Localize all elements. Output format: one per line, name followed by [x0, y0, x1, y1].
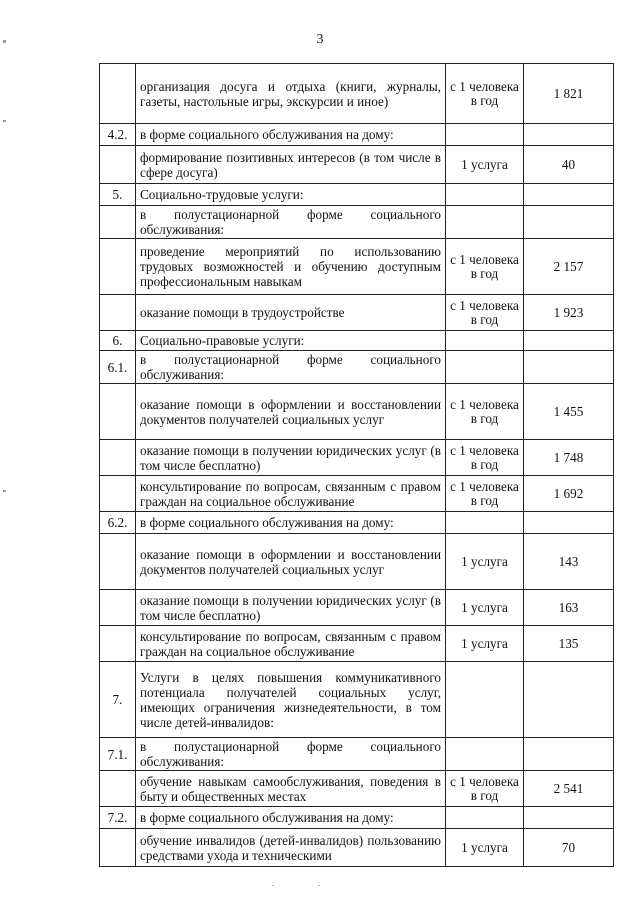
unit-cell: [446, 206, 524, 239]
unit-cell: с 1 человека в год: [446, 239, 524, 295]
service-description-cell: проведение мероприятий по использованию трудовых возможностей и обучению доступным профессиональным навыкам: [136, 239, 446, 295]
table-row: [100, 206, 614, 239]
service-description-cell: оказание помощи в трудоустройстве: [136, 295, 446, 331]
services-tariff-table: [99, 63, 614, 867]
tariff-value-cell: 1 748: [524, 440, 614, 476]
row-number-cell: 6.1.: [100, 351, 136, 384]
row-number-cell: [100, 829, 136, 867]
row-number-cell: 4.2.: [100, 124, 136, 146]
service-description-cell: обучение инвалидов (детей-инвалидов) пользованию средствами ухода и техническими: [136, 829, 446, 867]
table-row: [100, 124, 614, 146]
unit-cell: [446, 738, 524, 771]
row-number-cell: [100, 146, 136, 184]
unit-cell: с 1 человека в год: [446, 771, 524, 807]
tariff-value-cell: [524, 206, 614, 239]
row-number-cell: [100, 440, 136, 476]
row-number-cell: 6.2.: [100, 512, 136, 534]
tariff-value-cell: 1 692: [524, 476, 614, 512]
table-row: [100, 771, 614, 807]
service-description-cell: в полустационарной форме социального обслуживания:: [136, 206, 446, 239]
unit-cell: 1 услуга: [446, 829, 524, 867]
unit-cell: [446, 184, 524, 206]
row-number-cell: [100, 534, 136, 590]
scan-edge-mark: [3, 120, 6, 122]
table-row: [100, 295, 614, 331]
scan-edge-mark: [3, 40, 6, 43]
row-number-cell: [100, 64, 136, 124]
row-number-cell: [100, 771, 136, 807]
row-number-cell: 6.: [100, 331, 136, 351]
tariff-value-cell: [524, 351, 614, 384]
unit-cell: [446, 331, 524, 351]
row-number-cell: 7.: [100, 662, 136, 738]
service-description-cell: консультирование по вопросам, связанным с правом граждан на социальное обслуживание: [136, 476, 446, 512]
unit-cell: с 1 человека в год: [446, 440, 524, 476]
table-row: [100, 829, 614, 867]
service-description-cell: формирование позитивных интересов (в том числе в сфере досуга): [136, 146, 446, 184]
unit-cell: [446, 512, 524, 534]
row-number-cell: [100, 206, 136, 239]
table-row: [100, 239, 614, 295]
row-number-cell: [100, 295, 136, 331]
row-number-cell: [100, 626, 136, 662]
unit-cell: [446, 807, 524, 829]
row-number-cell: [100, 590, 136, 626]
tariff-value-cell: 1 821: [524, 64, 614, 124]
table-row: [100, 626, 614, 662]
row-number-cell: 5.: [100, 184, 136, 206]
unit-cell: с 1 человека в год: [446, 64, 524, 124]
unit-cell: 1 услуга: [446, 626, 524, 662]
table-row: [100, 184, 614, 206]
tariff-value-cell: [524, 512, 614, 534]
service-description-cell: оказание помощи в оформлении и восстановлении документов получателей социальных услуг: [136, 384, 446, 440]
tariff-value-cell: [524, 807, 614, 829]
scan-speck: [318, 885, 320, 886]
table-row: [100, 590, 614, 626]
table-row: [100, 807, 614, 829]
service-description-cell: в полустационарной форме социального обслуживания:: [136, 351, 446, 384]
tariff-value-cell: 1 923: [524, 295, 614, 331]
unit-cell: 1 услуга: [446, 590, 524, 626]
scan-speck: [272, 885, 274, 886]
row-number-cell: 7.1.: [100, 738, 136, 771]
table-row: [100, 64, 614, 124]
unit-cell: 1 услуга: [446, 534, 524, 590]
tariff-value-cell: 70: [524, 829, 614, 867]
service-description-cell: в форме социального обслуживания на дому:: [136, 512, 446, 534]
service-description-cell: оказание помощи в оформлении и восстановлении документов получателей социальных услуг: [136, 534, 446, 590]
service-description-cell: консультирование по вопросам, связанным с правом граждан на социальное обслуживание: [136, 626, 446, 662]
service-description-cell: оказание помощи в получении юридических услуг (в том числе бесплатно): [136, 590, 446, 626]
table-body: [100, 64, 614, 867]
service-description-cell: Услуги в целях повышения коммуникативного потенциала получателей социальных услуг, имеющих ограничения жизнедеятельности, в том числе детей-инвалидов:: [136, 662, 446, 738]
unit-cell: с 1 человека в год: [446, 476, 524, 512]
tariff-value-cell: [524, 738, 614, 771]
service-description-cell: оказание помощи в получении юридических услуг (в том числе бесплатно): [136, 440, 446, 476]
tariff-value-cell: 2 541: [524, 771, 614, 807]
unit-cell: с 1 человека в год: [446, 384, 524, 440]
tariff-value-cell: 40: [524, 146, 614, 184]
tariff-value-cell: 163: [524, 590, 614, 626]
row-number-cell: [100, 476, 136, 512]
service-description-cell: Социально-трудовые услуги:: [136, 184, 446, 206]
page-number: 3: [316, 32, 324, 47]
service-description-cell: в форме социального обслуживания на дому:: [136, 807, 446, 829]
service-description-cell: в полустационарной форме социального обслуживания:: [136, 738, 446, 771]
tariff-value-cell: 135: [524, 626, 614, 662]
row-number-cell: [100, 239, 136, 295]
service-description-cell: в форме социального обслуживания на дому:: [136, 124, 446, 146]
unit-cell: с 1 человека в год: [446, 295, 524, 331]
table-row: [100, 476, 614, 512]
tariff-value-cell: 143: [524, 534, 614, 590]
tariff-value-cell: [524, 662, 614, 738]
row-number-cell: 7.2.: [100, 807, 136, 829]
table-row: [100, 662, 614, 738]
table-row: [100, 738, 614, 771]
table-row: [100, 440, 614, 476]
unit-cell: [446, 351, 524, 384]
service-description-cell: организация досуга и отдыха (книги, журналы, газеты, настольные игры, экскурсии и иное): [136, 64, 446, 124]
table-row: [100, 351, 614, 384]
unit-cell: [446, 662, 524, 738]
scan-edge-mark: [3, 490, 6, 492]
tariff-value-cell: [524, 331, 614, 351]
tariff-value-cell: [524, 124, 614, 146]
service-description-cell: Социально-правовые услуги:: [136, 331, 446, 351]
tariff-value-cell: 2 157: [524, 239, 614, 295]
table-row: [100, 534, 614, 590]
tariff-value-cell: [524, 184, 614, 206]
row-number-cell: [100, 384, 136, 440]
table-row: [100, 512, 614, 534]
service-description-cell: обучение навыкам самообслуживания, поведения в быту и общественных местах: [136, 771, 446, 807]
unit-cell: 1 услуга: [446, 146, 524, 184]
unit-cell: [446, 124, 524, 146]
table-row: [100, 331, 614, 351]
table-row: [100, 384, 614, 440]
tariff-value-cell: 1 455: [524, 384, 614, 440]
table-row: [100, 146, 614, 184]
